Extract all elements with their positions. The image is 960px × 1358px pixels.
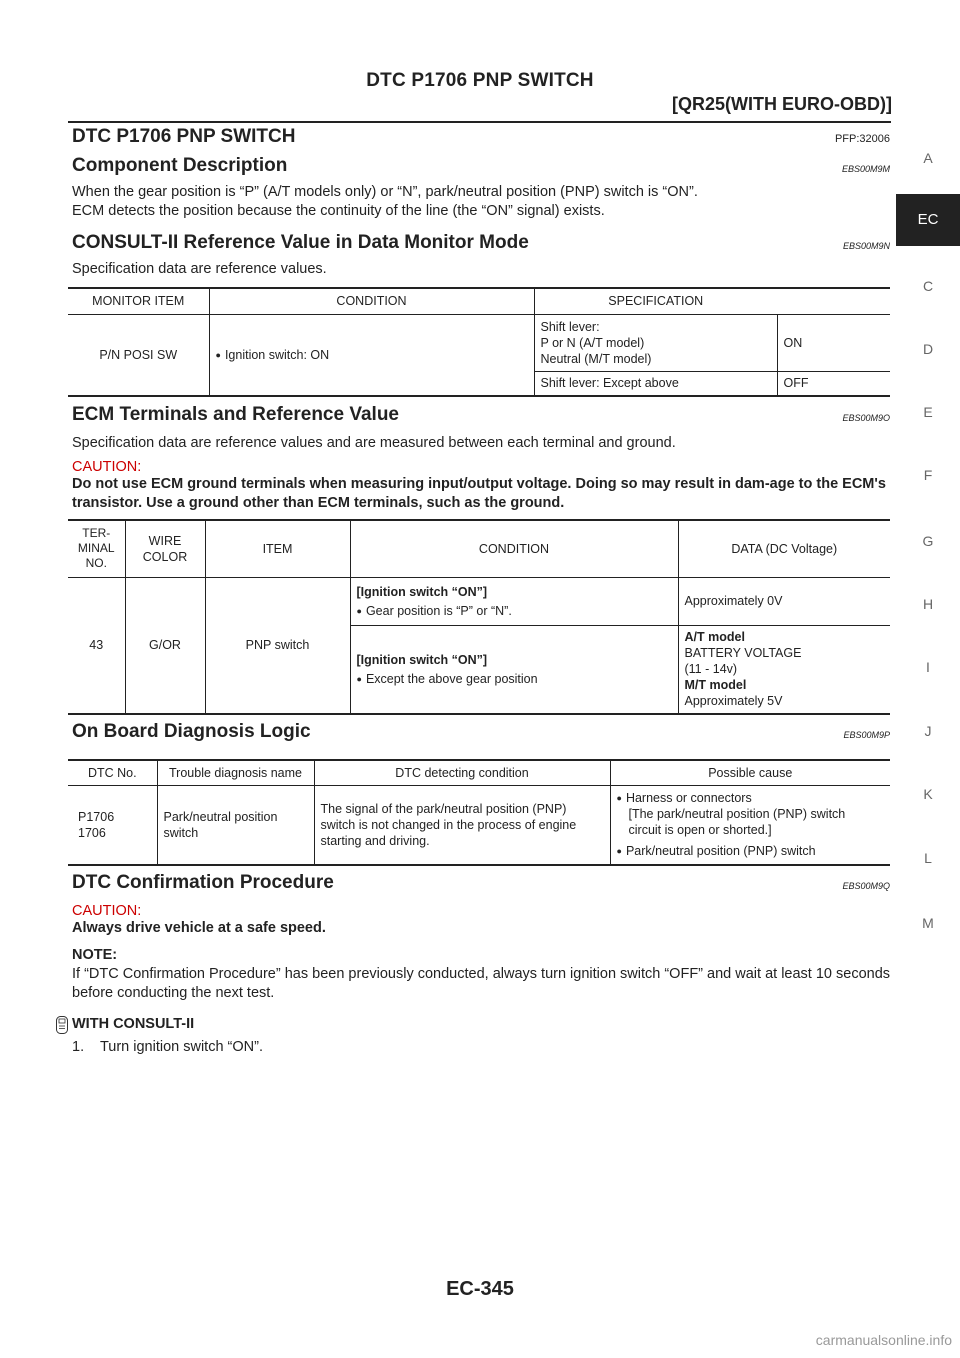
ecm-intro: Specification data are reference values and are measured between each terminal and ground. [72,435,676,451]
caution-text: Do not use ECM ground terminals when measuring input/output voltage. Doing so may result in dam-age to the ECM's transistor. Use a ground other than ECM terminals, such as the ground. [72,476,886,511]
nav-letter-k[interactable]: K [923,786,933,802]
consult-table [68,287,890,397]
name-line: switch [163,825,199,840]
nav-letter-c[interactable]: C [922,278,934,294]
section-title-text: ECM Terminals and Reference Value [72,404,399,425]
nav-tab-ec[interactable]: EC [896,194,960,246]
condition-bullet: ● Except the above gear position [357,671,672,687]
table-header-cell: DTC detecting condition [314,760,610,785]
data-line: Approximately 5V [684,694,783,709]
header-subtitle: [QR25(WITH EURO-OBD)] [672,94,892,114]
table-header-cell: DATA (DC Voltage) [678,520,890,577]
nav-letter-j[interactable]: J [924,723,932,739]
table-header-cell: SPECIFICATION [534,288,777,314]
data-line: BATTERY VOLTAGE [684,646,802,661]
table-header-cell: Trouble diagnosis name [157,760,314,785]
cause-bullet: ● Park/neutral position (PNP) switch [617,843,885,859]
dtc-cell [68,785,157,865]
nav-letter-i[interactable]: I [926,659,930,675]
table-header-cell: ITEM [205,520,350,577]
page-header [0,70,960,114]
data-cell: Approximately 0V [678,577,890,625]
cause-sub-line: [The park/neutral position (PNP) switch [628,807,846,822]
dtc-line: P1706 [78,809,115,824]
section-title-obd [72,721,890,743]
step-1: 1. Turn ignition switch “ON”. [72,1039,263,1055]
section-code: EBS00M9M [841,164,890,174]
cell-line: Shift lever: [540,319,600,334]
header-line: MINAL [77,541,115,556]
nav-letter-a[interactable]: A [923,150,933,166]
shift-lever-cell: Shift lever: Except above [534,371,777,396]
section-code: EBS00M9O [842,413,890,423]
table-header-cell: CONDITION [209,288,534,314]
condition-head: [Ignition switch “ON”] [356,584,488,599]
nav-letter-f[interactable]: F [923,467,933,483]
condition-cell [350,577,678,625]
section-code: EBS00M9P [843,730,890,740]
table-header-cell [125,520,205,577]
data-line: (11 - 14v) [684,662,738,677]
condition-bullet: ● Gear position is “P” or “N”. [357,603,672,619]
note-label: NOTE: [72,947,118,963]
cell-line: Neutral (M/T model) [540,351,652,366]
section-title-text: DTC Confirmation Procedure [72,872,334,893]
nav-letter-g[interactable]: G [922,533,934,549]
table-row [68,577,890,625]
main-title-text: DTC P1706 PNP SWITCH [72,126,296,147]
consult-intro: Specification data are reference values. [72,261,327,277]
nav-letter-m[interactable]: M [922,915,934,931]
section-title-text: Component Description [72,155,288,176]
spec-cell: ON [777,314,890,371]
section-code: EBS00M9Q [842,881,890,891]
nav-letter-l[interactable]: L [924,850,932,866]
header-rule [68,121,891,123]
nav-letter-h[interactable]: H [922,596,934,612]
cell-line: P or N (A/T model) [540,335,645,350]
condition-line: The signal of the park/neutral position (PNP) [320,801,567,816]
item-cell: PNP switch [205,577,350,714]
section-code: EBS00M9N [842,241,890,251]
section-title-consult [72,232,890,254]
data-label: M/T model [684,678,747,693]
data-cell [678,625,890,714]
header-line: WIRE [148,533,182,548]
with-consult-heading [72,1015,890,1034]
caution-label: CAUTION: [72,459,142,475]
caution-label: CAUTION: [72,903,142,919]
condition-text: ● Ignition switch: ON [216,348,330,362]
caution-text: Always drive vehicle at a safe speed. [72,920,326,936]
spec-cell: OFF [777,371,890,396]
table-header-cell: Possible cause [610,760,890,785]
component-paragraph-1: When the gear position is “P” (A/T models only) or “N”, park/neutral position (PNP) switch is “ON”. [72,184,698,200]
cause-sub-line: circuit is open or shorted.] [628,823,772,838]
watermark: carmanualsonline.info [815,1332,952,1348]
header-line: COLOR [142,549,188,564]
page-number: EC-345 [446,1278,514,1300]
monitor-item-cell: P/N POSI SW [99,347,178,362]
document-body [72,126,890,1057]
possible-cause-cell [610,785,890,865]
main-title [72,126,890,148]
nav-letter-d[interactable]: D [922,341,934,357]
table-header-cell [68,520,125,577]
header-line: TER- [82,526,111,541]
header-title: DTC P1706 PNP SWITCH [366,70,594,91]
component-paragraph-2: ECM detects the position because the continuity of the line (the “ON” signal) exists. [72,203,605,219]
table-header-row [68,760,890,785]
with-consult-label: WITH CONSULT-II [72,1016,195,1032]
section-title-ecm [72,404,890,426]
condition-cell [209,314,534,396]
shift-lever-cell [534,314,777,371]
consult-tool-icon [54,1015,70,1035]
table-header-cell: DTC No. [87,765,137,780]
table-header-cell: CONDITION [350,520,678,577]
wire-color-cell: G/OR [125,577,205,714]
ecm-table [68,519,890,715]
dtc-line: 1706 [78,825,106,840]
table-row [68,314,890,371]
section-title-text: On Board Diagnosis Logic [72,721,311,742]
terminal-cell: 43 [89,638,104,653]
table-header-row [68,288,890,314]
note-text: If “DTC Confirmation Procedure” has been previously conducted, always turn ignition switch “OFF” and wait at least 10 seconds before conducting the next test. [72,966,891,1001]
section-title-component [72,155,890,177]
section-title-text: CONSULT-II Reference Value in Data Monitor Mode [72,232,529,253]
condition-cell [350,625,678,714]
condition-line: starting and driving. [320,833,430,848]
header-line: NO. [85,556,107,571]
detect-condition-cell [314,785,610,865]
table-header-row [68,520,890,577]
obd-table [68,759,890,866]
table-row [68,785,890,865]
section-title-confirm [72,872,890,894]
table-header-cell: MONITOR ITEM [92,294,185,309]
data-label: A/T model [684,630,745,645]
name-line: Park/neutral position [163,809,278,824]
diagnosis-name-cell [157,785,314,865]
condition-line: switch is not changed in the process of engine [320,817,577,832]
nav-letter-e[interactable]: E [923,404,933,420]
condition-head: [Ignition switch “ON”] [356,652,488,667]
main-title-code: PFP:32006 [834,133,890,145]
cause-bullet: ● Harness or connectors [617,790,885,806]
